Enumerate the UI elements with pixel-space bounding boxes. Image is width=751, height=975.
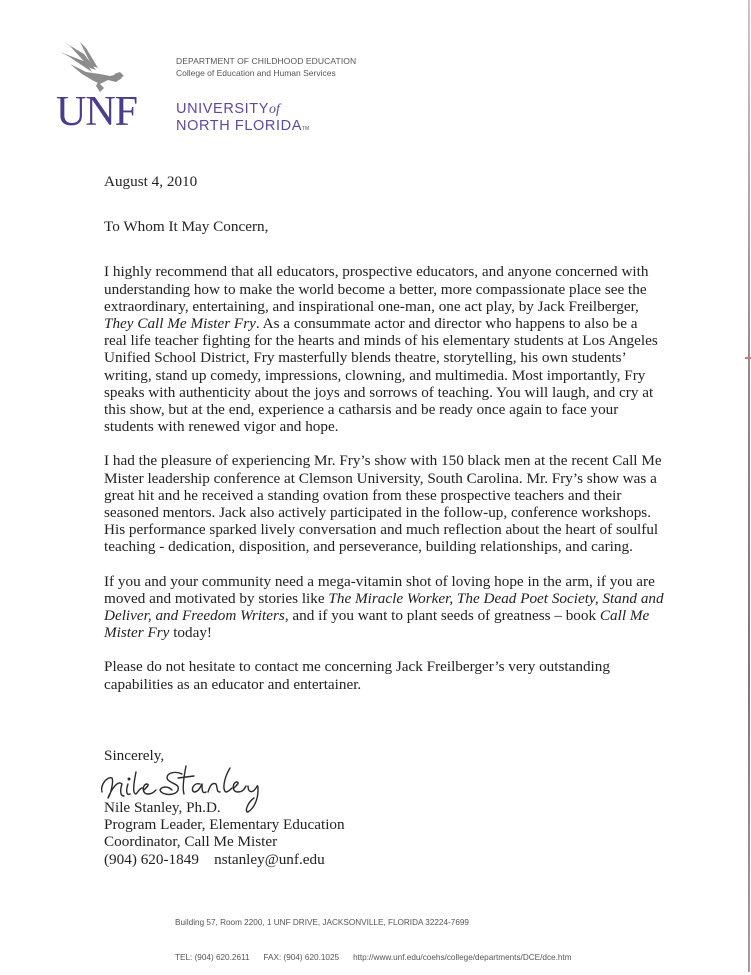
- paragraph-4: Please do not hesitate to contact me concerning Jack Freilberger’s very outstanding capabilities as an educator and entertainer.: [104, 658, 610, 693]
- signer-email[interactable]: nstanley@unf.edu: [214, 850, 325, 868]
- signer-contact: [104, 851, 345, 868]
- footer-address: Building 57, Room 2200, 1 UNF DRIVE, JACKSONVILLE, FLORIDA 32224-7699: [175, 918, 469, 927]
- paragraph-3-text-b: , and if you want to plant seeds of greatness – book: [284, 607, 600, 625]
- paragraph-3-text-a: If you and your community need a mega-vitamin shot of loving hope in the arm, if you are moved and motivated by stories like: [104, 572, 655, 607]
- paragraph-1: [104, 263, 664, 435]
- footer-tel: TEL: (904) 620.2611: [175, 952, 250, 962]
- signer-name: Nile Stanley, Ph.D.: [104, 799, 221, 816]
- scan-edge-line: [748, 0, 750, 972]
- show-title: Call Me Mister Fry: [104, 607, 650, 642]
- footer-contact-line: [175, 952, 572, 964]
- signer-title-1: Program Leader, Elementary Education: [104, 816, 345, 834]
- university-of: of: [269, 102, 280, 117]
- film-titles: The Miracle Worker, The Dead Poet Society, Stand and Deliver, and Freedom Writers: [104, 589, 664, 625]
- signer-block: [104, 799, 345, 868]
- trademark-mark: TM: [301, 126, 310, 132]
- university-line1: UNIVERSITY: [176, 101, 270, 117]
- letter-date: August 4, 2010: [104, 173, 198, 190]
- signer-title-2: Coordinator, Call Me Mister: [104, 833, 278, 851]
- department-name: DEPARTMENT OF CHILDHOOD EDUCATION: [176, 56, 357, 66]
- footer-url[interactable]: http://www.unf.edu/coehs/college/departments/DCE/dce.htm: [353, 952, 572, 962]
- signer-phone: (904) 620-1849: [104, 850, 199, 868]
- unf-logo-wordmark: UNF: [56, 89, 138, 135]
- department-block: [176, 55, 356, 79]
- scan-edge-mark: [745, 357, 751, 359]
- university-name: [176, 101, 309, 137]
- play-title: They Call Me Mister Fry: [104, 315, 256, 333]
- college-name: College of Education and Human Services: [176, 68, 336, 78]
- paragraph-1-text-a: I highly recommend that all educators, prospective educators, and anyone concerned with understanding how to make the world become a better, more compassionate place see the extraordinary, entertaining, and inspirational one-man, one act play, by Jack Freilberger,: [104, 263, 649, 315]
- paragraph-3-text-c: today!: [169, 624, 212, 642]
- paragraph-1-text-b: . As a consummate actor and director who happens to also be a real life teacher fighting for the hearts and minds of his elementary students at Los Angeles Unified School District, Fry masterfully blends theatre, storytelling, his own students’ writing, stand up comedy, impressions, clowning, and multimedia. Most importantly, Fry speaks with authenticity about the joys and sorrows of teaching. You will laugh, and cry at this show, but at the end, experience a catharsis and be ready once again to face your students with renewed vigor and hope.: [104, 315, 658, 436]
- university-line2: NORTH FLORIDA: [176, 118, 302, 134]
- salutation: To Whom It May Concern,: [104, 218, 269, 236]
- footer-fax: FAX: (904) 620.1025: [263, 952, 340, 962]
- closing: Sincerely,: [104, 747, 165, 764]
- letterhead-footer: [175, 894, 572, 975]
- paragraph-2: I had the pleasure of experiencing Mr. Fry’s show with 150 black men at the recent Call Me Mister leadership conference at Clemson University, South Carolina. Mr. Fry’s show was a great hit and he received a standing ovation from these prospective teachers and their seasoned mentors. Jack also actively participated in the follow-up, conference workshops. His performance sparked lively conversation and much reflection about the heart of soulful teaching - dedication, disposition, and perseverance, building relationships, and caring.: [104, 452, 662, 556]
- letter-body: [104, 173, 664, 693]
- paragraph-3: [104, 573, 664, 642]
